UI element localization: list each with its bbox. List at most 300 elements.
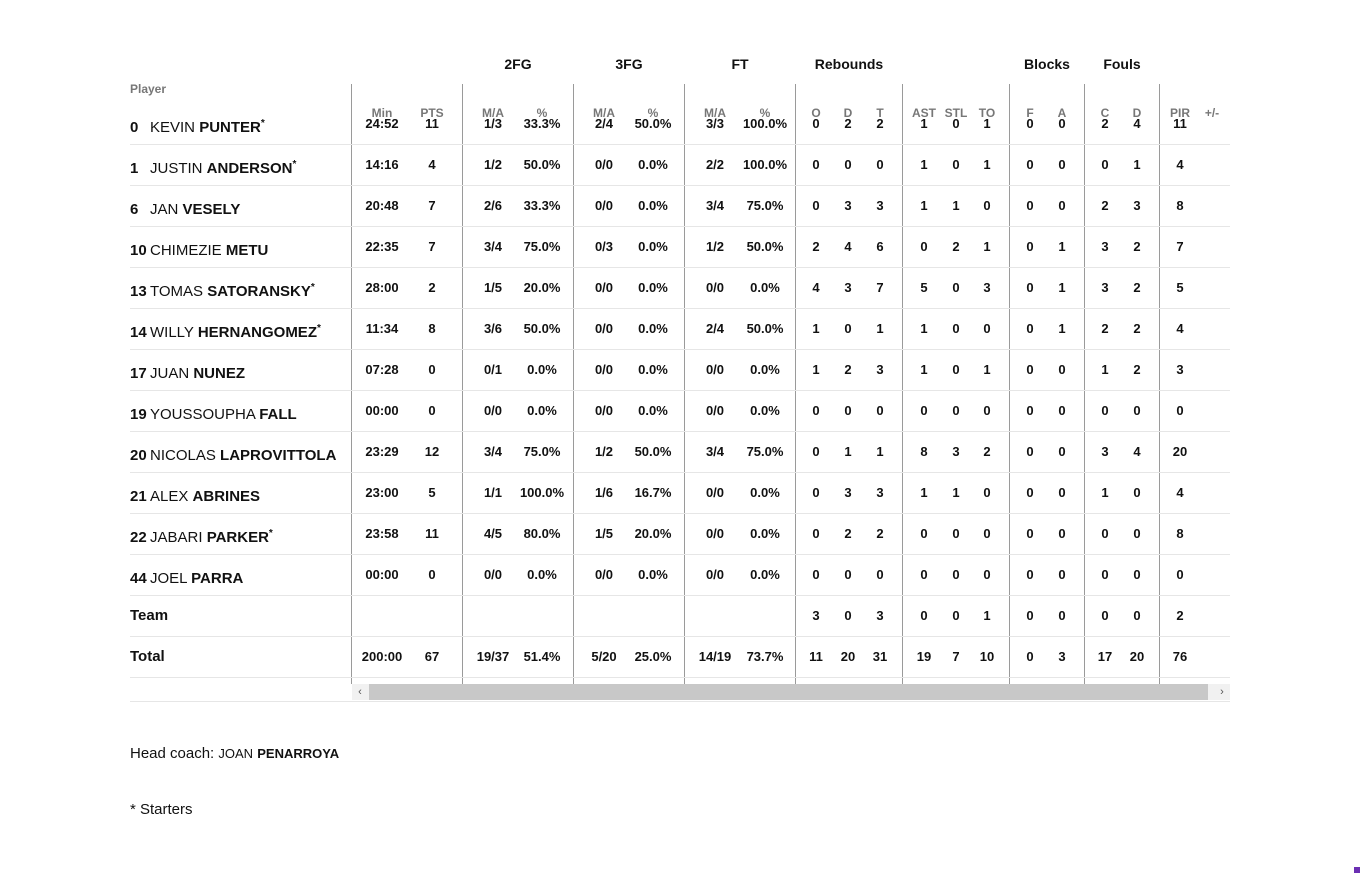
stat-cell-to: 1: [983, 157, 991, 172]
player-number: 10: [130, 242, 147, 259]
stat-cell-stl: 0: [952, 321, 960, 336]
stat-cell-min: 200:00: [361, 649, 403, 664]
stat-cell-min: 28:00: [365, 280, 399, 295]
stat-cell-t: 0: [876, 157, 884, 172]
stat-cell-pm: [1198, 268, 1226, 308]
stat-cell-pts: 0: [428, 403, 436, 418]
table-bottom-border: [130, 701, 1230, 702]
stat-cell-fg3: 2/4: [594, 116, 614, 131]
player-first-name: JABARI: [150, 529, 203, 546]
table-row: [130, 473, 1230, 514]
stat-cell-fg2p: [518, 596, 566, 636]
table-row: [130, 432, 1230, 473]
stat-cell-t: 3: [876, 362, 884, 377]
stat-cell-fc: 0: [1101, 526, 1109, 541]
stat-cell-fc: 0: [1101, 403, 1109, 418]
stat-cell-pm: [1198, 186, 1226, 226]
player-name[interactable]: [130, 309, 321, 349]
stat-cell-fg2: 1/1: [483, 485, 503, 500]
player-number: 0: [130, 119, 139, 136]
player-first-name: ALEX: [150, 488, 189, 505]
team-row: [130, 596, 1230, 637]
stat-cell-min: 07:28: [365, 362, 399, 377]
stat-cell-ast: 1: [920, 362, 928, 377]
stat-cell-fd: 0: [1133, 485, 1141, 500]
player-first-name: JAN: [150, 201, 179, 218]
stat-cell-ftp: 0.0%: [750, 526, 780, 541]
starter-mark: *: [310, 282, 315, 293]
stat-cell-fg2: 1/2: [483, 157, 503, 172]
scroll-right-icon[interactable]: ›: [1220, 686, 1224, 698]
stat-cell-pir: 76: [1172, 649, 1188, 664]
starter-mark: *: [292, 159, 297, 170]
player-name[interactable]: [130, 391, 297, 431]
stat-cell-fg2: [472, 596, 514, 636]
stat-cell-ftp: 73.7%: [746, 649, 784, 664]
stat-cell-ba: 0: [1058, 485, 1066, 500]
stat-cell-ftp: 50.0%: [746, 321, 784, 336]
player-number: 21: [130, 488, 147, 505]
player-name[interactable]: [130, 186, 240, 226]
stat-cell-fc: 0: [1101, 567, 1109, 582]
stat-cell-stl: 0: [952, 362, 960, 377]
stat-cell-fg3p: 50.0%: [634, 116, 672, 131]
stat-cell-stl: 0: [952, 608, 960, 623]
group-header-ft: FT: [731, 56, 749, 72]
stat-cell-o: 0: [812, 526, 820, 541]
stat-cell-d: 20: [840, 649, 856, 664]
stat-cell-t: 6: [876, 239, 884, 254]
column-header-foul-c: C: [1100, 106, 1110, 120]
stat-cell-ftp: 0.0%: [750, 362, 780, 377]
stat-cell-ast: 0: [920, 608, 928, 623]
player-number: 17: [130, 365, 147, 382]
stat-cell-fg3: 1/5: [594, 526, 614, 541]
head-coach: [130, 745, 339, 762]
stat-cell-o: 0: [812, 116, 820, 131]
column-header-2fg-ma: M/A: [482, 106, 504, 120]
column-header-reb-t: T: [876, 106, 884, 120]
stat-cell-fg3: 1/6: [594, 485, 614, 500]
stat-cell-fg3: 0/0: [594, 198, 614, 213]
stat-cell-to: 0: [983, 403, 991, 418]
stat-cell-pts: 7: [428, 198, 436, 213]
stat-cell-ba: 0: [1058, 362, 1066, 377]
stat-cell-ba: 0: [1058, 198, 1066, 213]
stat-cell-fd: 4: [1133, 444, 1141, 459]
stat-cell-stl: 0: [952, 567, 960, 582]
stat-cell-bf: 0: [1026, 526, 1034, 541]
stat-cell-t: 3: [876, 485, 884, 500]
player-number: 22: [130, 529, 147, 546]
stat-cell-bf: 0: [1026, 157, 1034, 172]
stat-cell-fd: 0: [1133, 567, 1141, 582]
column-header-3fg-ma: M/A: [593, 106, 615, 120]
stat-cell-pir: 8: [1176, 198, 1184, 213]
stat-cell-fg3p: 25.0%: [634, 649, 672, 664]
stat-cell-stl: 7: [952, 649, 960, 664]
player-last-name: ANDERSON: [206, 160, 293, 177]
stat-cell-fg3: 0/0: [594, 280, 614, 295]
stat-cell-fg3p: 0.0%: [638, 239, 668, 254]
stat-cell-bf: 0: [1026, 444, 1034, 459]
stat-cell-ft: 1/2: [705, 239, 725, 254]
stat-cell-fc: 3: [1101, 280, 1109, 295]
column-header-reb-d: D: [843, 106, 853, 120]
stat-cell-to: 1: [983, 362, 991, 377]
stat-cell-d: 2: [844, 526, 852, 541]
stat-cell-t: 2: [876, 526, 884, 541]
stat-cell-fd: 20: [1129, 649, 1145, 664]
stat-cell-fg3: 0/0: [594, 567, 614, 582]
player-number: 14: [130, 324, 147, 341]
scroll-left-icon[interactable]: ‹: [358, 686, 362, 698]
stat-cell-o: 11: [809, 649, 823, 664]
player-last-name: ABRINES: [192, 488, 261, 505]
stat-cell-ftp: 75.0%: [746, 444, 784, 459]
stat-cell-ftp: 0.0%: [750, 567, 780, 582]
stat-cell-fc: 0: [1101, 608, 1109, 623]
player-last-name: PUNTER: [199, 119, 261, 136]
stat-cell-ast: 0: [920, 403, 928, 418]
stat-cell-ftp: 0.0%: [750, 280, 780, 295]
stat-cell-min: 23:58: [365, 526, 399, 541]
stat-cell-pm: [1198, 514, 1226, 554]
stat-cell-to: 1: [983, 116, 991, 131]
table-row: [130, 145, 1230, 186]
stat-cell-fc: 2: [1101, 198, 1109, 213]
stat-cell-fg2: 4/5: [483, 526, 503, 541]
player-name[interactable]: [130, 145, 296, 185]
row-label: Team: [130, 607, 169, 624]
table-row: [130, 391, 1230, 432]
player-rows: [130, 116, 1230, 678]
stat-cell-d: 0: [844, 321, 852, 336]
stat-cell-fg3p: 0.0%: [638, 567, 668, 582]
group-header-fouls: Fouls: [1103, 56, 1141, 72]
stat-cell-pm: [1198, 350, 1226, 390]
stat-cell-ft: 0/0: [705, 567, 725, 582]
stat-cell-t: 31: [872, 649, 888, 664]
stat-cell-ast: 5: [920, 280, 928, 295]
stat-cell-pts: 7: [428, 239, 436, 254]
stat-cell-fg3p: 0.0%: [638, 157, 668, 172]
column-header-ast: AST: [912, 106, 936, 120]
player-first-name: JOEL: [150, 570, 187, 587]
stat-cell-fd: 2: [1133, 280, 1141, 295]
stat-cell-ba: 3: [1058, 649, 1066, 664]
player-first-name: YOUSSOUPHA: [150, 406, 256, 423]
stat-cell-fd: 0: [1133, 608, 1141, 623]
stat-cell-d: 3: [844, 198, 852, 213]
stat-cell-fg2p: 0.0%: [527, 362, 557, 377]
stat-cell-pts: 2: [428, 280, 436, 295]
table-row: [130, 350, 1230, 391]
stat-cell-ba: 0: [1058, 444, 1066, 459]
player-first-name: JUSTIN: [150, 160, 203, 177]
stat-cell-min: 00:00: [365, 403, 399, 418]
stat-cell-d: 2: [844, 116, 852, 131]
stat-cell-t: 0: [876, 567, 884, 582]
column-header-stl: STL: [944, 106, 968, 120]
player-number: 6: [130, 201, 139, 218]
stat-cell-fg2: 3/4: [483, 444, 503, 459]
stat-cell-o: 4: [812, 280, 820, 295]
table-row: [130, 227, 1230, 268]
stat-cell-ft: 2/2: [705, 157, 725, 172]
stat-cell-ft: 3/4: [705, 198, 725, 213]
column-header-blk-a: A: [1057, 106, 1067, 120]
stat-cell-pir: 4: [1176, 485, 1184, 500]
stat-cell-bf: 0: [1026, 321, 1034, 336]
stat-cell-ba: 1: [1058, 239, 1066, 254]
stat-cell-ftp: [738, 596, 792, 636]
stat-cell-pm: [1198, 145, 1226, 185]
stat-cell-to: 0: [983, 526, 991, 541]
stat-cell-pts: 0: [428, 362, 436, 377]
stat-cell-ba: 0: [1058, 157, 1066, 172]
stat-cell-o: 0: [812, 198, 820, 213]
group-header-3fg: 3FG: [615, 56, 643, 72]
player-number: 13: [130, 283, 147, 300]
stat-cell-bf: 0: [1026, 239, 1034, 254]
stat-cell-fg2p: 75.0%: [523, 239, 561, 254]
stat-cell-to: 3: [983, 280, 991, 295]
stat-cell-fg3: 0/0: [594, 321, 614, 336]
stat-cell-t: 3: [876, 608, 884, 623]
stat-cell-fg3: 0/0: [594, 403, 614, 418]
stat-cell-fd: 0: [1133, 403, 1141, 418]
player-first-name: NICOLAS: [150, 447, 216, 464]
player-name[interactable]: [130, 268, 315, 308]
stat-cell-to: 0: [983, 321, 991, 336]
stat-cell-t: 7: [876, 280, 884, 295]
stat-cell-d: 3: [844, 280, 852, 295]
stat-cell-fc: 17: [1097, 649, 1113, 664]
stat-cell-pir: 4: [1176, 157, 1184, 172]
stat-cell-ft: 14/19: [698, 649, 732, 664]
stat-cell-stl: 0: [952, 157, 960, 172]
stat-cell-min: 14:16: [365, 157, 399, 172]
stat-cell-to: 10: [979, 649, 995, 664]
column-header-plus-minus: +/-: [1204, 106, 1220, 120]
stat-cell-ba: 1: [1058, 321, 1066, 336]
player-last-name: FALL: [259, 406, 297, 423]
stat-cell-stl: 0: [952, 526, 960, 541]
stat-cell-t: 3: [876, 198, 884, 213]
player-name[interactable]: [130, 104, 265, 144]
stat-cell-ft: 0/0: [705, 403, 725, 418]
stat-cell-ba: 0: [1058, 116, 1066, 131]
stat-cell-fd: 3: [1133, 198, 1141, 213]
stat-cell-fd: 2: [1133, 321, 1141, 336]
stat-cell-bf: 0: [1026, 485, 1034, 500]
stat-cell-ft: 0/0: [705, 526, 725, 541]
player-last-name: PARKER: [206, 529, 269, 546]
player-first-name: CHIMEZIE: [150, 242, 222, 259]
player-name[interactable]: [130, 555, 243, 595]
column-header-2fg-pct: %: [536, 106, 548, 120]
stat-cell-o: 0: [812, 157, 820, 172]
table-row: [130, 555, 1230, 596]
player-last-name: PARRA: [191, 570, 244, 587]
stat-cell-min: 00:00: [365, 567, 399, 582]
stat-cell-pm: [1198, 473, 1226, 513]
stat-cell-d: 1: [844, 444, 852, 459]
column-header-foul-d: D: [1132, 106, 1142, 120]
head-coach-first-name: JOAN: [218, 746, 254, 761]
player-first-name: KEVIN: [150, 119, 196, 136]
stat-cell-fd: 2: [1133, 239, 1141, 254]
player-last-name: LAPROVITTOLA: [220, 447, 337, 464]
stat-cell-fd: 0: [1133, 526, 1141, 541]
stat-cell-o: 3: [812, 608, 820, 623]
player-number: 44: [130, 570, 147, 587]
stat-cell-fc: 0: [1101, 157, 1109, 172]
column-header-min: Min: [371, 106, 393, 120]
stat-cell-ftp: 100.0%: [742, 116, 788, 131]
stat-cell-min: 22:35: [365, 239, 399, 254]
column-header-pir: PIR: [1169, 106, 1190, 120]
stat-cell-fg2p: 33.3%: [523, 198, 561, 213]
stat-cell-fc: 3: [1101, 444, 1109, 459]
page-corner-accent: [1354, 867, 1360, 873]
stat-cell-bf: 0: [1026, 116, 1034, 131]
stat-cell-fg2: 19/37: [476, 649, 510, 664]
column-header-blk-f: F: [1026, 106, 1034, 120]
stat-cell-pir: 11: [1173, 116, 1187, 131]
stat-cell-stl: 1: [952, 485, 960, 500]
stat-cell-pm: [1198, 596, 1226, 636]
stat-cell-pts: 11: [425, 526, 439, 541]
player-number: 1: [130, 160, 139, 177]
column-header-pts: PTS: [420, 106, 444, 120]
stat-cell-pm: [1198, 227, 1226, 267]
stat-cell-pm: [1198, 391, 1226, 431]
stat-cell-to: 1: [983, 608, 991, 623]
scrollbar-thumb[interactable]: [369, 684, 1208, 700]
table-row: [130, 186, 1230, 227]
stat-cell-ba: 0: [1058, 526, 1066, 541]
stat-cell-o: 0: [812, 444, 820, 459]
stat-cell-d: 4: [844, 239, 852, 254]
stat-cell-pts: 8: [428, 321, 436, 336]
stat-cell-to: 2: [983, 444, 991, 459]
column-header-3fg-pct: %: [647, 106, 659, 120]
stat-cell-o: 1: [812, 362, 820, 377]
stat-cell-pir: 0: [1176, 567, 1184, 582]
starter-mark: *: [260, 118, 265, 129]
stat-cell-stl: 0: [952, 280, 960, 295]
stat-cell-t: 1: [876, 444, 884, 459]
stat-cell-pir: 0: [1176, 403, 1184, 418]
stat-cell-d: 0: [844, 157, 852, 172]
stat-cell-pts: 0: [428, 567, 436, 582]
stat-cell-bf: 0: [1026, 198, 1034, 213]
stat-cell-ft: 3/3: [705, 116, 725, 131]
stat-cell-fg3p: 50.0%: [634, 444, 672, 459]
stat-cell-pts: 67: [424, 649, 440, 664]
stat-cell-ftp: 75.0%: [746, 198, 784, 213]
stat-cell-fg2: 0/0: [483, 567, 503, 582]
column-header-to: TO: [978, 106, 996, 120]
player-last-name: NUNEZ: [193, 365, 246, 382]
stat-cell-ba: 0: [1058, 403, 1066, 418]
stat-cell-min: 20:48: [365, 198, 399, 213]
stat-cell-fg2p: 80.0%: [523, 526, 561, 541]
stat-cell-ft: 0/0: [705, 362, 725, 377]
stat-cell-min: 23:29: [365, 444, 399, 459]
stat-cell-min: [357, 596, 407, 636]
stat-cell-pir: 20: [1172, 444, 1188, 459]
stat-cell-fg3p: 0.0%: [638, 198, 668, 213]
column-header-ft-pct: %: [759, 106, 771, 120]
stat-cell-pm: [1198, 432, 1226, 472]
stat-cell-min: 11:34: [365, 321, 399, 336]
stat-cell-fg3p: 0.0%: [638, 403, 668, 418]
stat-cell-ba: 0: [1058, 608, 1066, 623]
table-row: [130, 268, 1230, 309]
stat-cell-ast: 0: [920, 567, 928, 582]
stat-cell-fg3: 5/20: [591, 649, 617, 664]
player-name[interactable]: [130, 432, 336, 472]
stat-cell-pm: [1198, 637, 1226, 677]
stat-cell-ast: 0: [920, 239, 928, 254]
player-first-name: JUAN: [150, 365, 190, 382]
player-name[interactable]: [130, 350, 245, 390]
player-name[interactable]: [130, 227, 268, 267]
stat-cell-fg3p: [629, 596, 677, 636]
stat-cell-fg3p: 20.0%: [634, 526, 672, 541]
stat-cell-pts: 5: [428, 485, 436, 500]
starters-note: * Starters: [130, 801, 193, 818]
stat-cell-ast: 1: [920, 321, 928, 336]
head-coach-last-name: PENARROYA: [257, 746, 340, 761]
stat-cell-t: 1: [876, 321, 884, 336]
stat-cell-ast: 1: [920, 157, 928, 172]
head-coach-label: Head coach:: [130, 745, 219, 762]
stat-cell-fg3p: 0.0%: [638, 321, 668, 336]
stat-cell-ast: 0: [920, 526, 928, 541]
player-name[interactable]: [130, 473, 260, 513]
stat-cell-ast: 19: [916, 649, 932, 664]
stat-cell-to: 1: [983, 239, 991, 254]
stat-cell-fg3: 0/0: [594, 362, 614, 377]
stat-cell-bf: 0: [1026, 649, 1034, 664]
stat-cell-fd: 4: [1133, 116, 1141, 131]
stat-cell-fg3: 0/0: [594, 157, 614, 172]
stat-cell-fg2p: 51.4%: [523, 649, 561, 664]
stat-cell-fg3p: 16.7%: [634, 485, 672, 500]
stat-cell-pts: 12: [424, 444, 440, 459]
stat-cell-ast: 8: [920, 444, 928, 459]
group-header-blocks: Blocks: [1024, 56, 1070, 72]
stat-cell-d: 2: [844, 362, 852, 377]
team-label: [130, 596, 168, 636]
stat-cell-t: 2: [876, 116, 884, 131]
player-number: 20: [130, 447, 147, 464]
stat-cell-fg3: 1/2: [594, 444, 614, 459]
stat-cell-fg2: 0/1: [483, 362, 503, 377]
stat-cell-ast: 1: [920, 198, 928, 213]
horizontal-scrollbar[interactable]: [352, 684, 1230, 700]
stat-cell-pm: [1198, 309, 1226, 349]
player-name[interactable]: [130, 514, 273, 554]
stat-cell-ft: 0/0: [705, 280, 725, 295]
stat-cell-to: 0: [983, 485, 991, 500]
stat-cell-fc: 2: [1101, 116, 1109, 131]
player-last-name: VESELY: [182, 201, 241, 218]
